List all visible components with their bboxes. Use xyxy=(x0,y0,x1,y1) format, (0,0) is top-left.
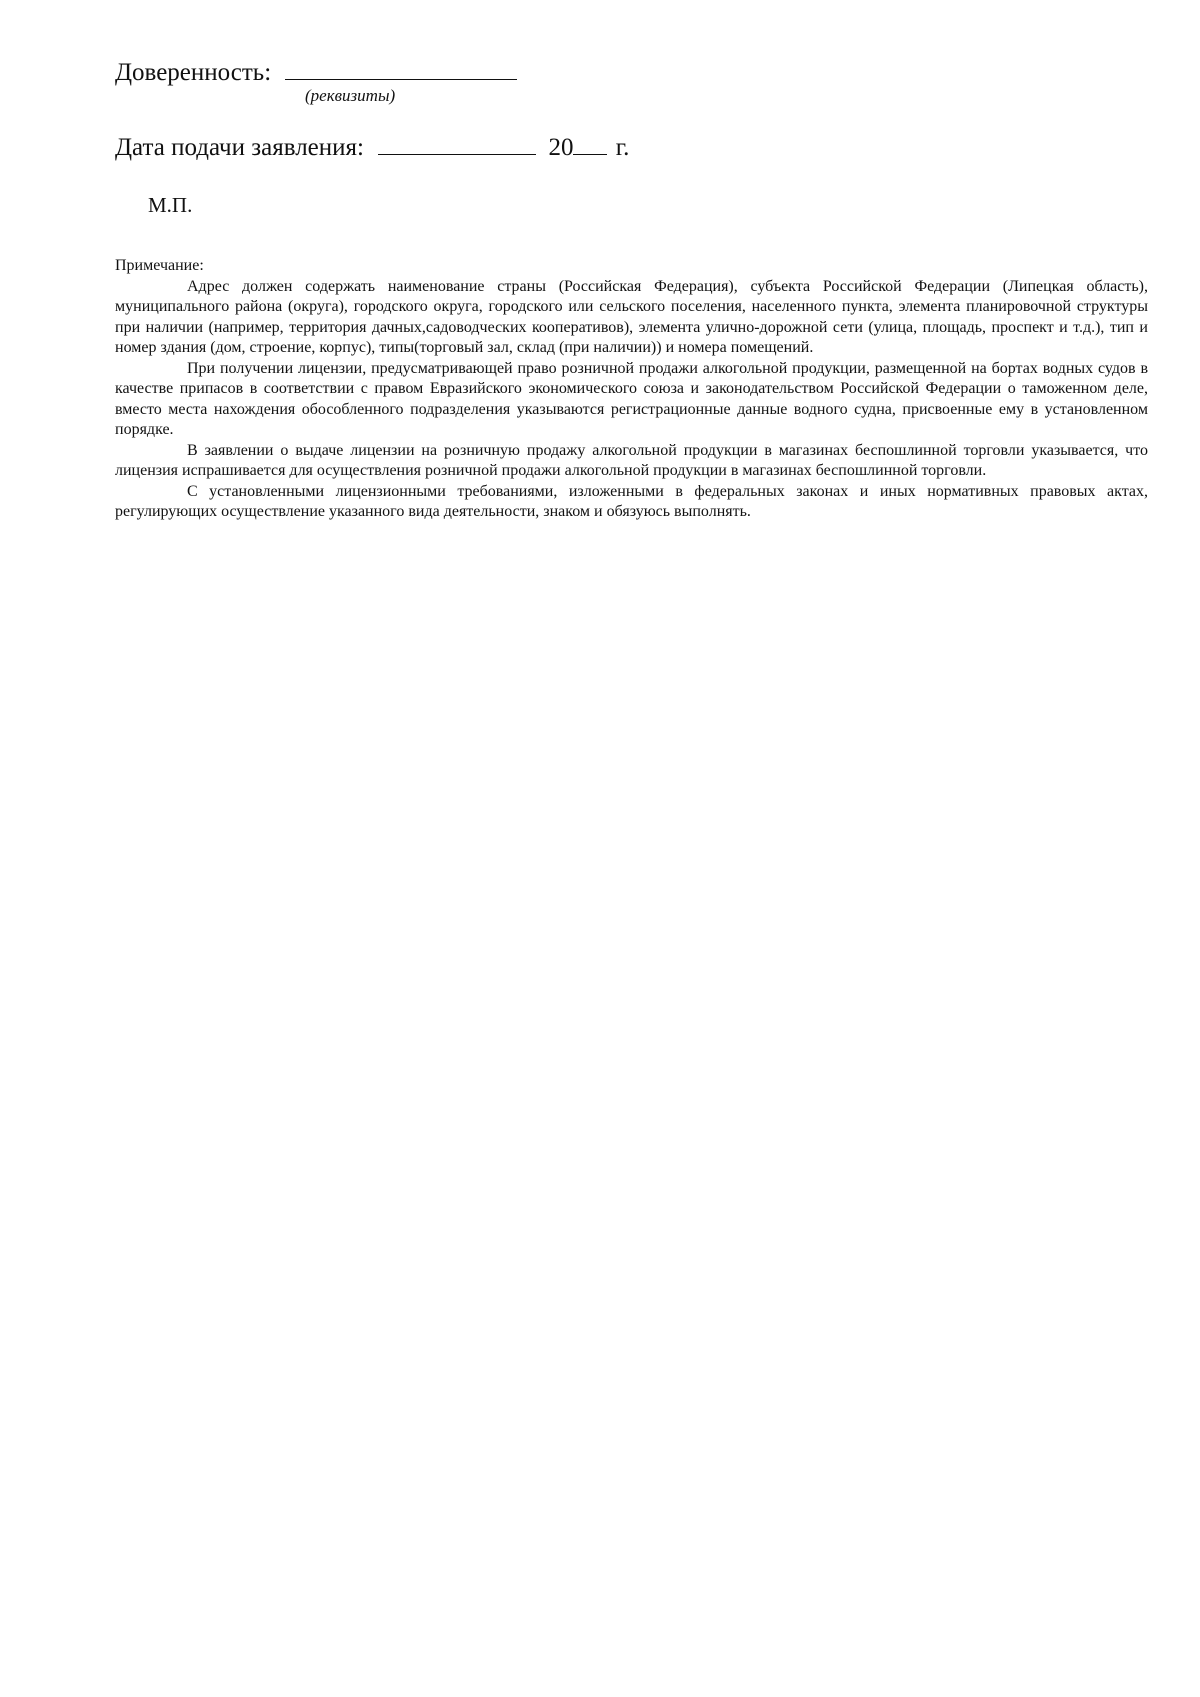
stamp-placeholder: М.П. xyxy=(148,193,193,217)
power-of-attorney-line xyxy=(115,58,517,88)
note-paragraph: В заявлении о выдаче лицензии на розничную продажу алкогольной продукции в магазинах беспошлинной торговли указывается, что лицензия испрашивается для осуществления розничной продажи алкогольной продукции в магазинах беспошлинной торговли. xyxy=(115,441,1148,479)
year-suffix: г. xyxy=(615,134,630,161)
note-paragraph: С установленными лицензионными требованиями, изложенными в федеральных законах и иных нормативных правовых актах, регулирующих осуществление указанного вида деятельности, знаком и обязуюсь выполнять. xyxy=(115,482,1148,520)
year-field[interactable] xyxy=(573,136,607,155)
power-of-attorney-field[interactable] xyxy=(285,61,517,80)
note-title: Примечание: xyxy=(115,257,204,274)
submission-date-line xyxy=(115,133,629,163)
year-prefix: 20 xyxy=(548,134,574,161)
power-of-attorney-label: Доверенность: xyxy=(115,59,272,86)
note-section xyxy=(115,256,1148,523)
submission-date-label: Дата подачи заявления: xyxy=(115,134,364,161)
note-paragraph: Адрес должен содержать наименование страны (Российская Федерация), субъекта Российской Федерации (Липецкая область), муниципального района (округа), городского округа, городского или сельского поселения, населенного пункта, элемента планировочной структуры при наличии (например, территория дачных,садоводческих кооперативов), элемента улично-дорожной сети (улица, площадь, проспект и т.д.), тип и номер здания (дом, строение, корпус), типы(торговый зал, склад (при наличии)) и номера помещений. xyxy=(115,277,1148,356)
requisites-caption: (реквизиты) xyxy=(305,86,396,105)
note-paragraph: При получении лицензии, предусматривающей право розничной продажи алкогольной продукции, размещенной на бортах водных судов в качестве припасов в соответствии с правом Евразийского экономического союза и законодательством Российской Федерации о таможенном деле, вместо места нахождения обособленного подразделения указываются регистрационные данные водного судна, присвоенные ему в установленном порядке. xyxy=(115,359,1148,438)
submission-date-field[interactable] xyxy=(378,136,536,155)
